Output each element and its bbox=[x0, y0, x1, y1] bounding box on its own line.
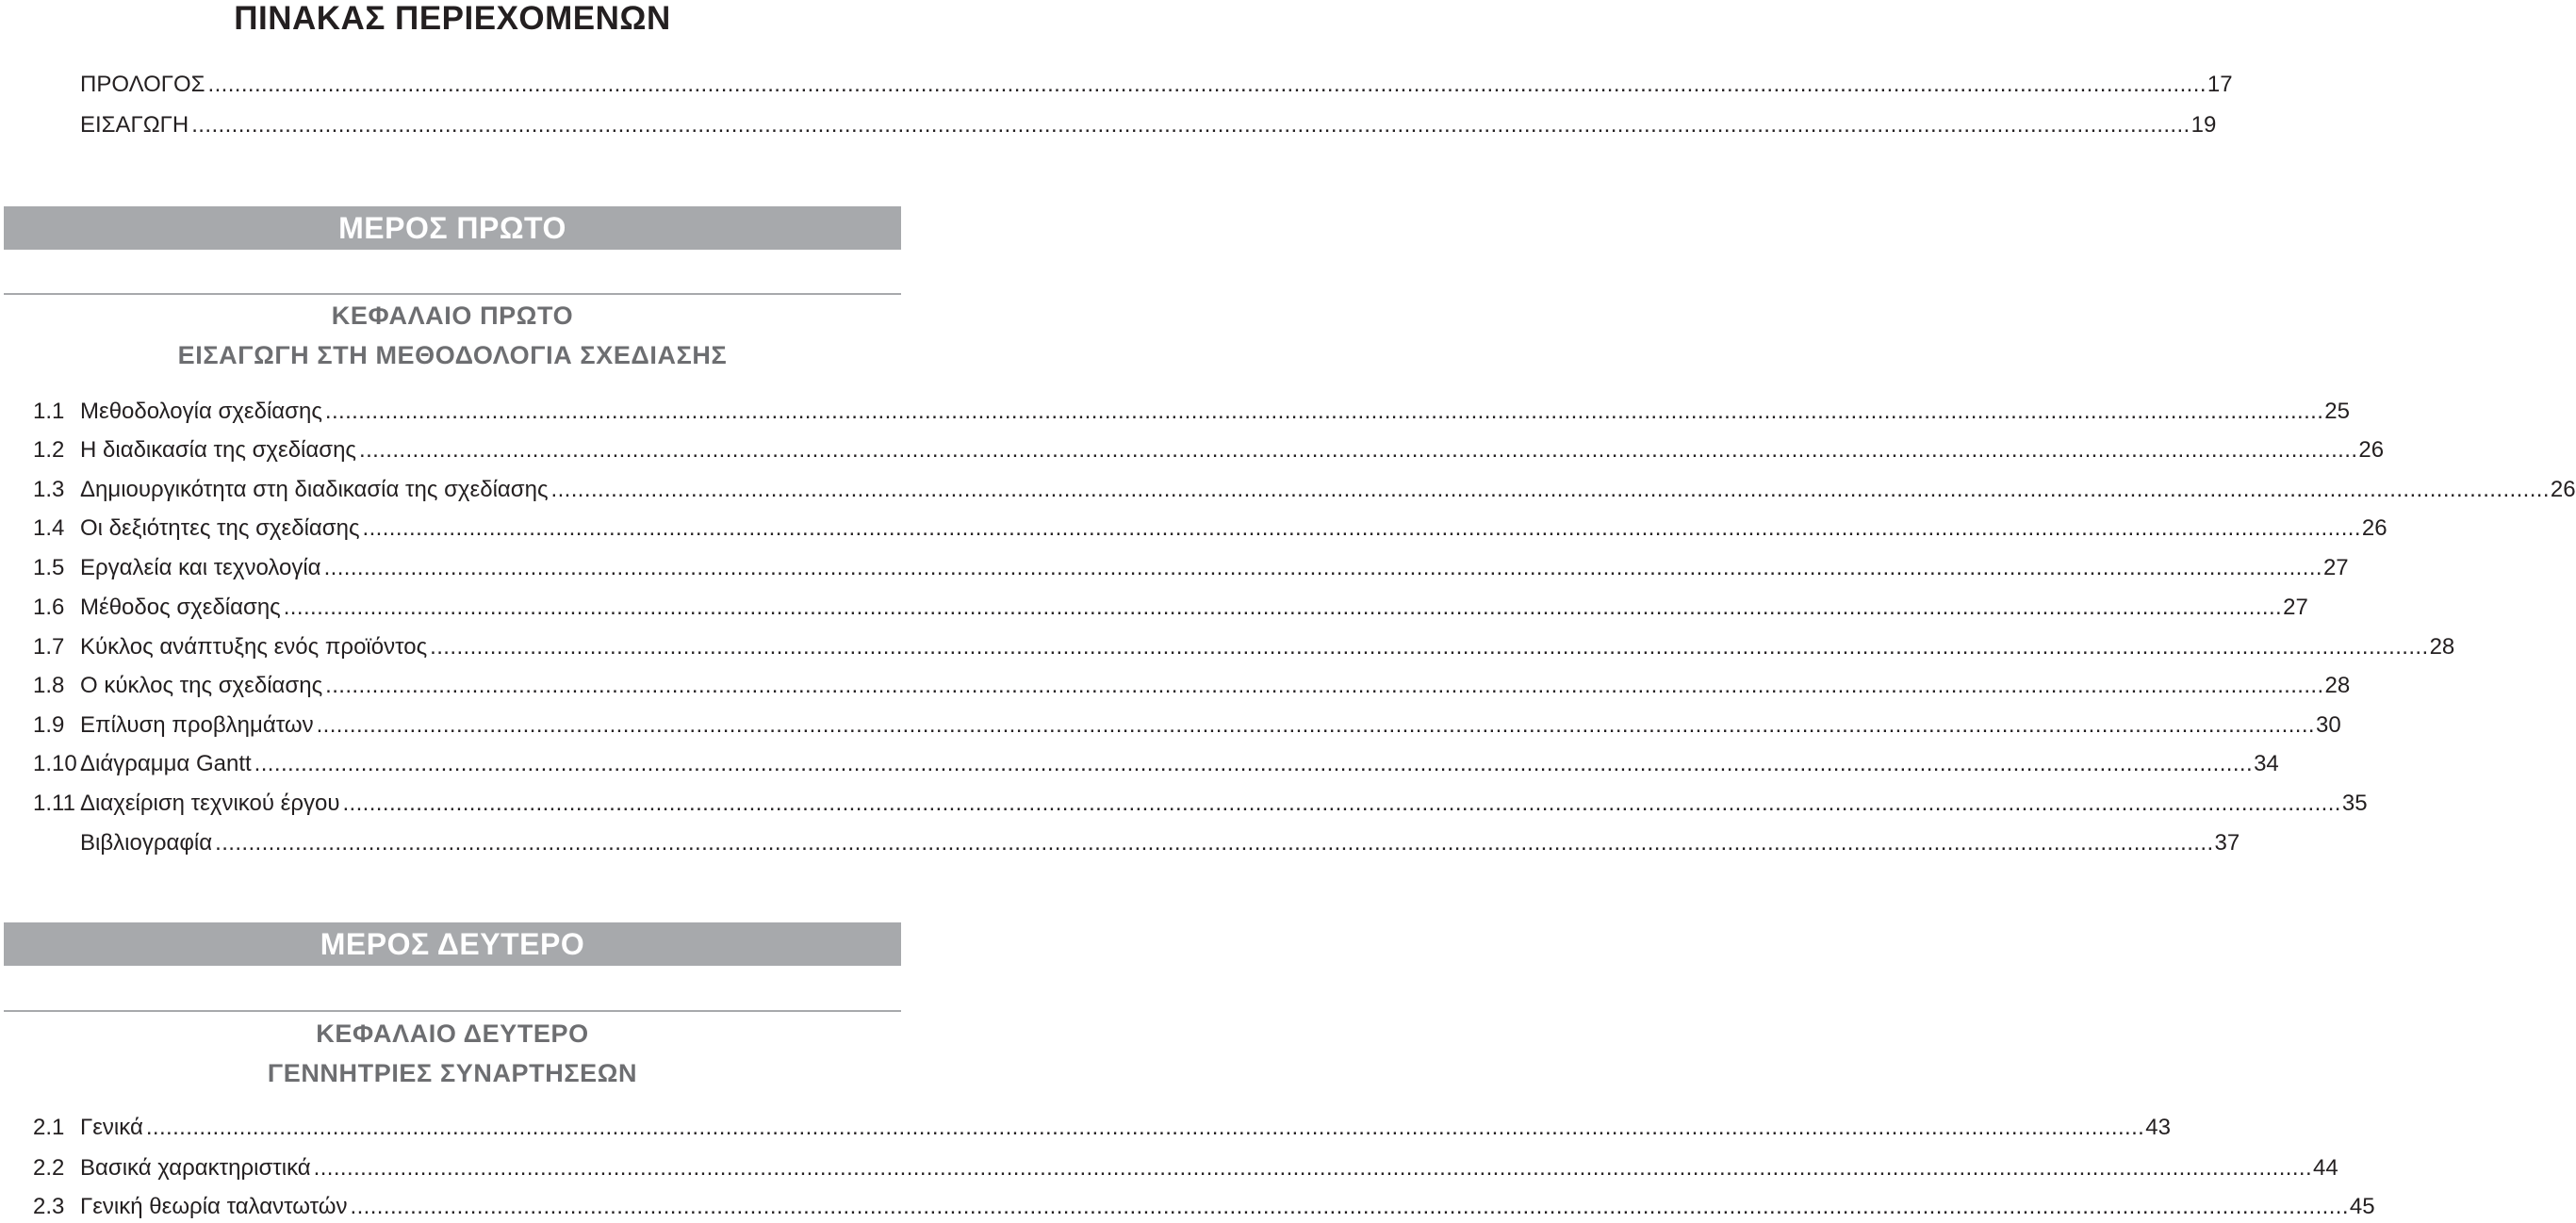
toc-entry-title: Βιβλιογραφία bbox=[80, 830, 213, 856]
toc-entry-page: 25 bbox=[2324, 399, 2350, 424]
toc-entry-page: 28 bbox=[2429, 634, 2455, 660]
toc-entry-page: 17 bbox=[2207, 72, 2233, 97]
toc-entry-number: 1.6 bbox=[33, 595, 65, 620]
toc-entry-page: 26 bbox=[2361, 515, 2387, 541]
part-one-rule bbox=[4, 293, 901, 295]
chapter-two-heading bbox=[0, 1014, 905, 1093]
leader-dots: ............................................................................................................................................................................................................................................................................................................ bbox=[313, 1155, 2313, 1181]
toc-entry-title: Διάγραμμα Gantt bbox=[80, 751, 252, 776]
toc-entry-number: 1.11 bbox=[33, 791, 75, 816]
toc-entry-1-9[interactable] bbox=[33, 708, 2341, 740]
toc-entry-page: 30 bbox=[2315, 712, 2341, 738]
toc-entry-number: 2.3 bbox=[33, 1194, 65, 1219]
toc-entry-2-1[interactable] bbox=[33, 1110, 2171, 1142]
toc-entry-title: Βασικά χαρακτηριστικά bbox=[80, 1155, 311, 1181]
toc-entry-1-4[interactable] bbox=[33, 511, 2387, 543]
toc-entry-title: ΕΙΣΑΓΩΓΗ bbox=[80, 112, 189, 138]
toc-entry-number: 1.3 bbox=[33, 477, 65, 502]
leader-dots: ............................................................................................................................................................................................................................................................................................................ bbox=[342, 791, 2341, 816]
toc-entry-page: 37 bbox=[2214, 830, 2240, 856]
leader-dots: ............................................................................................................................................................................................................................................................................................................ bbox=[325, 673, 2324, 698]
toc-entry-number: 2.1 bbox=[33, 1115, 65, 1140]
toc-entry-1-3[interactable] bbox=[33, 472, 2576, 504]
toc-entry-page: 27 bbox=[2283, 595, 2308, 620]
leader-dots: ............................................................................................................................................................................................................................................................................................................ bbox=[215, 830, 2214, 856]
toc-entry-page: 45 bbox=[2349, 1194, 2375, 1219]
toc-entry-number: 1.2 bbox=[33, 437, 65, 463]
toc-entry-title: Ο κύκλος της σχεδίασης bbox=[80, 673, 323, 698]
leader-dots: ............................................................................................................................................................................................................................................................................................................ bbox=[430, 634, 2429, 660]
leader-dots: ............................................................................................................................................................................................................................................................................................................ bbox=[324, 399, 2324, 424]
toc-entry-page: 44 bbox=[2313, 1155, 2338, 1181]
toc-entry-page: 27 bbox=[2322, 555, 2349, 580]
chapter-two-label: ΚΕΦΑΛΑΙΟ ΔΕΥΤΕΡΟ bbox=[316, 1019, 589, 1048]
toc-entry-title: Εργαλεία και τεχνολογία bbox=[80, 555, 321, 580]
leader-dots: ............................................................................................................................................................................................................................................................................................................ bbox=[359, 437, 2358, 463]
chapter-one-heading bbox=[0, 296, 905, 375]
toc-entry-number: 1.8 bbox=[33, 673, 65, 698]
toc-entry-title: Μεθοδολογία σχεδίασης bbox=[80, 399, 322, 424]
toc-entry-title: Οι δεξιότητες της σχεδίασης bbox=[80, 515, 360, 541]
toc-entry-number: 1.5 bbox=[33, 555, 65, 580]
toc-entry-page: 35 bbox=[2341, 791, 2368, 816]
toc-entry-title: ΠΡΟΛΟΓΟΣ bbox=[80, 72, 205, 97]
toc-entry-number: 2.2 bbox=[33, 1155, 65, 1181]
toc-entry-title: Η διαδικασία της σχεδίασης bbox=[80, 437, 356, 463]
leader-dots: ............................................................................................................................................................................................................................................................................................................ bbox=[316, 712, 2315, 738]
toc-entry-title: Κύκλος ανάπτυξης ενός προϊόντος bbox=[80, 634, 428, 660]
toc-entry-1-7[interactable] bbox=[33, 629, 2455, 661]
leader-dots: ............................................................................................................................................................................................................................................................................................................ bbox=[145, 1115, 2145, 1140]
leader-dots: ............................................................................................................................................................................................................................................................................................................ bbox=[207, 72, 2207, 97]
leader-dots: ............................................................................................................................................................................................................................................................................................................ bbox=[283, 595, 2283, 620]
toc-entry-title: Γενικά bbox=[80, 1115, 143, 1140]
toc-entry-introduction[interactable] bbox=[80, 107, 2217, 139]
toc-entry-title: Γενική θεωρία ταλαντωτών bbox=[80, 1194, 348, 1219]
toc-entry-prologue[interactable] bbox=[80, 67, 2233, 99]
part-two-rule bbox=[4, 1010, 901, 1012]
toc-entry-page: 19 bbox=[2190, 112, 2217, 138]
toc-entry-1-2[interactable] bbox=[33, 432, 2385, 465]
page-title: ΠΙΝΑΚΑΣ ΠΕΡΙΕΧΟΜΕΝΩΝ bbox=[234, 0, 671, 37]
leader-dots: ............................................................................................................................................................................................................................................................................................................ bbox=[191, 112, 2190, 138]
part-two-heading: ΜΕΡΟΣ ΔΕΥΤΕΡΟ bbox=[4, 922, 901, 966]
toc-entry-title: Μέθοδος σχεδίασης bbox=[80, 595, 281, 620]
toc-entry-number: 1.10 bbox=[33, 751, 77, 776]
toc-entry-number: 1.7 bbox=[33, 634, 65, 660]
chapter-one-title: ΕΙΣΑΓΩΓΗ ΣΤΗ ΜΕΘΟΔΟΛΟΓΙΑ ΣΧΕΔΙΑΣΗΣ bbox=[177, 341, 728, 369]
toc-entry-1-5[interactable] bbox=[33, 550, 2349, 582]
toc-entry-bibliography[interactable] bbox=[80, 825, 2240, 857]
toc-entry-1-10[interactable] bbox=[33, 746, 2279, 778]
toc-entry-number: 1.4 bbox=[33, 515, 65, 541]
toc-entry-1-11[interactable] bbox=[33, 786, 2368, 818]
leader-dots: ............................................................................................................................................................................................................................................................................................................ bbox=[550, 477, 2550, 502]
toc-entry-2-3[interactable] bbox=[33, 1189, 2375, 1221]
leader-dots: ............................................................................................................................................................................................................................................................................................................ bbox=[362, 515, 2361, 541]
toc-entry-2-2[interactable] bbox=[33, 1150, 2338, 1182]
chapter-one-label: ΚΕΦΑΛΑΙΟ ΠΡΩΤΟ bbox=[331, 302, 574, 330]
toc-entry-page: 28 bbox=[2324, 673, 2351, 698]
toc-entry-title: Δημιουργικότητα στη διαδικασία της σχεδίασης bbox=[80, 477, 549, 502]
toc-entry-page: 43 bbox=[2145, 1115, 2171, 1140]
toc-entry-page: 26 bbox=[2550, 477, 2576, 502]
toc-entry-page: 34 bbox=[2254, 751, 2279, 776]
toc-entry-number: 1.1 bbox=[33, 399, 65, 424]
part-one-heading: ΜΕΡΟΣ ΠΡΩΤΟ bbox=[4, 206, 901, 250]
leader-dots: ............................................................................................................................................................................................................................................................................................................ bbox=[254, 751, 2254, 776]
toc-entry-number: 1.9 bbox=[33, 712, 65, 738]
toc-entry-title: Επίλυση προβλημάτων bbox=[80, 712, 314, 738]
leader-dots: ............................................................................................................................................................................................................................................................................................................ bbox=[350, 1194, 2349, 1219]
toc-entry-1-6[interactable] bbox=[33, 590, 2308, 622]
toc-entry-1-1[interactable] bbox=[33, 394, 2350, 426]
chapter-two-title: ΓΕΝΝΗΤΡΙΕΣ ΣΥΝΑΡΤΗΣΕΩΝ bbox=[267, 1059, 638, 1087]
toc-entry-1-8[interactable] bbox=[33, 668, 2351, 700]
toc-entry-page: 26 bbox=[2358, 437, 2385, 463]
leader-dots: ............................................................................................................................................................................................................................................................................................................ bbox=[323, 555, 2322, 580]
toc-entry-title: Διαχείριση τεχνικού έργου bbox=[80, 791, 340, 816]
